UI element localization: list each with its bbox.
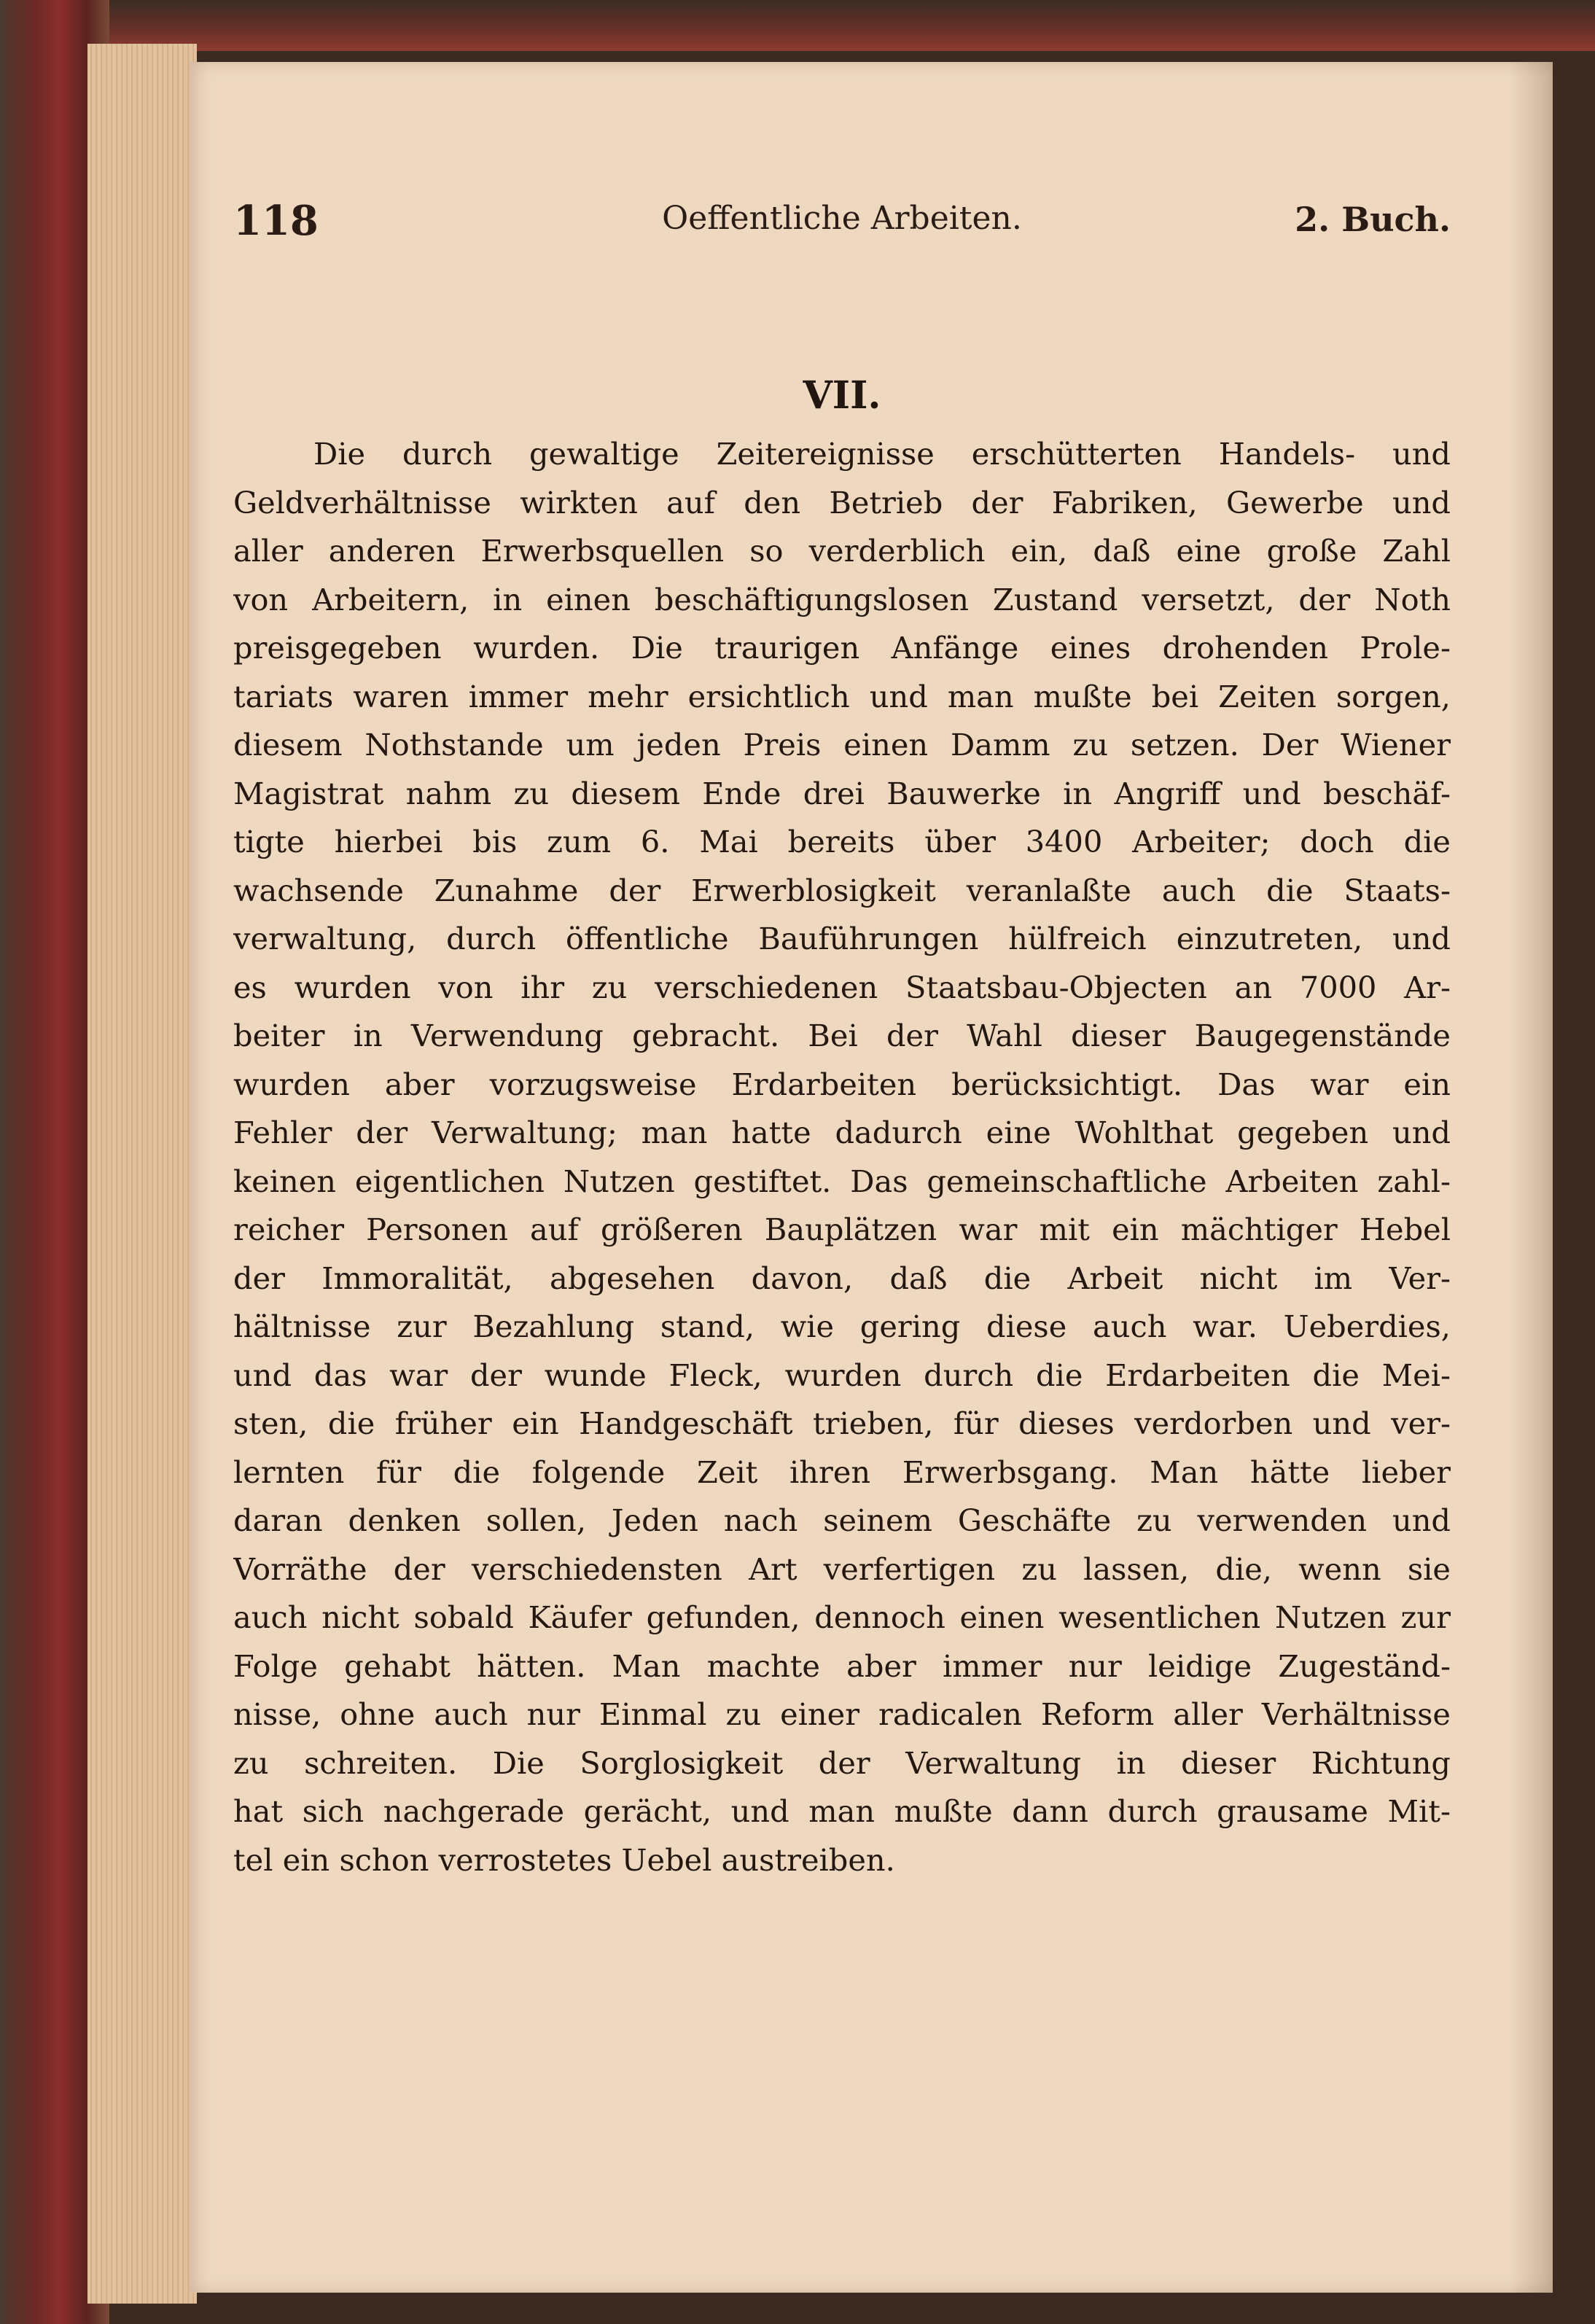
text-line: nisse, ohne auch nur Einmal zu einer radicalen Reform aller Verhältnisse	[233, 1696, 1451, 1732]
text-line: wachsende Zunahme der Erwerblosigkeit veranlaßte auch die Staats-	[233, 872, 1451, 908]
text-line: zu schreiten. Die Sorglosigkeit der Verwaltung in dieser Richtung	[233, 1744, 1451, 1781]
text-line: Vorräthe der verschiedensten Art verfertigen zu lassen, die, wenn sie	[233, 1551, 1451, 1587]
text-line: Geldverhältnisse wirkten auf den Betrieb der Fabriken, Gewerbe und	[233, 484, 1451, 520]
text-line: hat sich nachgerade gerächt, und man mußte dann durch grausame Mit-	[233, 1793, 1451, 1829]
text-line: Die durch gewaltige Zeitereignisse erschütterten Handels- und	[313, 436, 1451, 472]
text-line: wurden aber vorzugsweise Erdarbeiten berücksichtigt. Das war ein	[233, 1066, 1451, 1102]
page-number: 118	[233, 197, 319, 245]
page-header	[233, 197, 1451, 262]
book-cover-top	[109, 0, 1595, 51]
running-title: Oeffentliche Arbeiten.	[662, 200, 1022, 237]
text-line: lernten für die folgende Zeit ihren Erwerbsgang. Man hätte lieber	[233, 1454, 1451, 1490]
text-line: Folge gehabt hätten. Man machte aber immer nur leidige Zugeständ-	[233, 1648, 1451, 1684]
text-line: und das war der wunde Fleck, wurden durch die Erdarbeiten die Mei-	[233, 1357, 1451, 1393]
gutter-shadow	[1509, 62, 1553, 2293]
text-line: sten, die früher ein Handgeschäft trieben, für dieses verdorben und ver-	[233, 1405, 1451, 1441]
text-line: aller anderen Erwerbsquellen so verderblich ein, daß eine große Zahl	[233, 533, 1451, 569]
text-line: tel ein schon verrostetes Uebel austreiben.	[233, 1841, 895, 1878]
text-line: auch nicht sobald Käufer gefunden, dennoch einen wesentlichen Nutzen zur	[233, 1599, 1451, 1635]
text-line: preisgegeben wurden. Die traurigen Anfänge eines drohenden Prole-	[233, 630, 1451, 666]
page-edges	[87, 44, 197, 2304]
body-paragraph	[233, 430, 1451, 1884]
text-line: es wurden von ihr zu verschiedenen Staatsbau-Objecten an 7000 Ar-	[233, 969, 1451, 1005]
text-line: hältnisse zur Bezahlung stand, wie gering diese auch war. Ueberdies,	[233, 1309, 1451, 1344]
text-line: Fehler der Verwaltung; man hatte dadurch eine Wohlthat gegeben und	[233, 1115, 1451, 1150]
text-line: tigte hierbei bis zum 6. Mai bereits über 3400 Arbeiter; doch die	[233, 824, 1451, 859]
text-line: Magistrat nahm zu diesem Ende drei Bauwerke in Angriff und beschäf-	[233, 775, 1451, 811]
text-line: der Immoralität, abgesehen davon, daß die Arbeit nicht im Ver-	[233, 1260, 1451, 1296]
text-line: tariats waren immer mehr ersichtlich und man mußte bei Zeiten sorgen,	[233, 678, 1451, 714]
text-line: diesem Nothstande um jeden Preis einen Damm zu setzen. Der Wiener	[233, 727, 1451, 763]
text-line: beiter in Verwendung gebracht. Bei der Wahl dieser Baugegenstände	[233, 1018, 1451, 1053]
text-line: verwaltung, durch öffentliche Bauführungen hülfreich einzutreten, und	[233, 921, 1451, 956]
book-label: 2. Buch.	[1295, 200, 1451, 239]
text-line: von Arbeitern, in einen beschäftigungslosen Zustand versetzt, der Noth	[233, 581, 1451, 617]
text-line: reicher Personen auf größeren Bauplätzen war mit ein mächtiger Hebel	[233, 1212, 1451, 1247]
text-line: keinen eigentlichen Nutzen gestiftet. Das gemeinschaftliche Arbeiten zahl-	[233, 1163, 1451, 1199]
section-title: VII.	[803, 373, 881, 418]
text-line: daran denken sollen, Jeden nach seinem Geschäfte zu verwenden und	[233, 1502, 1451, 1538]
